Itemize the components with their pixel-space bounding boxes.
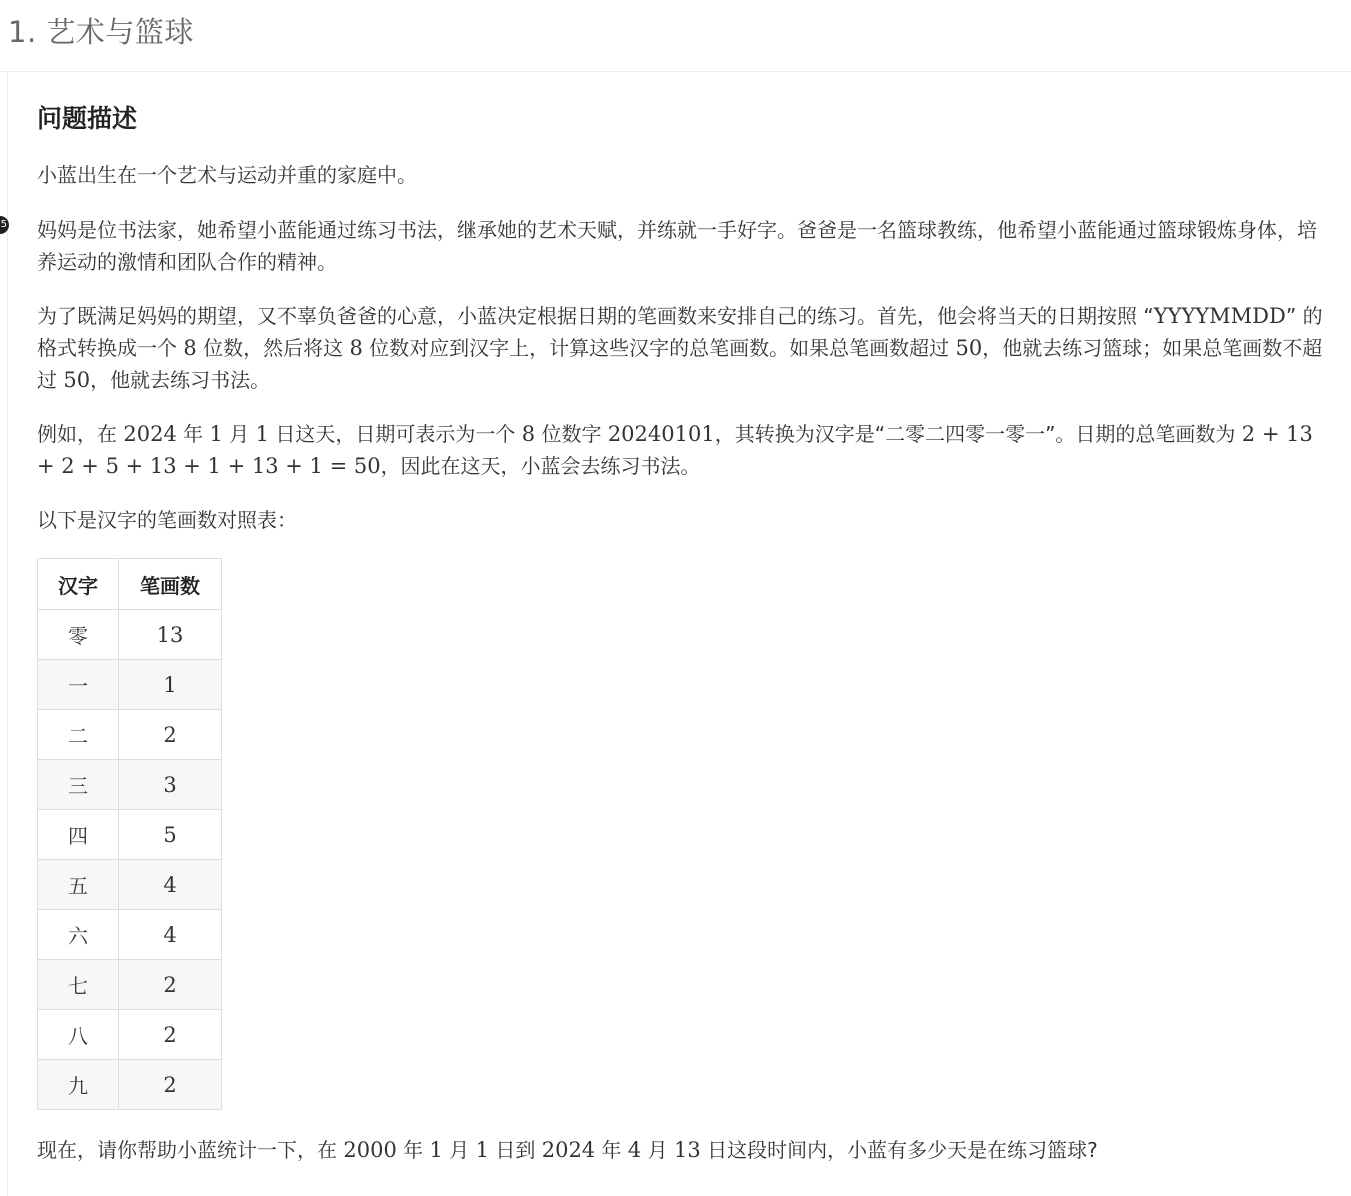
paragraph-parents: 妈妈是位书法家，她希望小蓝能通过练习书法，继承她的艺术天赋，并练就一手好字。爸爸是一名篮球教练，他希望小蓝能通过篮球锻炼身体，培养运动的激情和团队合作的精神。: [37, 218, 1317, 274]
text-span: ，因此在这天，小蓝会去练习书法。: [380, 454, 701, 478]
article-body: [37, 72, 1333, 1166]
table-cell-strokes: 3: [119, 760, 222, 810]
content-left-border: [7, 72, 8, 1196]
side-marker-icon[interactable]: 5: [0, 216, 9, 234]
math-number: 1: [475, 1138, 489, 1162]
math-number: 1: [429, 1138, 443, 1162]
table-cell-strokes: 2: [119, 960, 222, 1010]
table-header-strokes: 笔画数: [119, 559, 222, 610]
text-span: ” 的格式转换成一个: [37, 304, 1323, 360]
text-span: 位数对应到汉字上，计算这些汉字的总笔画数。如果总笔画数超过: [362, 336, 956, 360]
text-span: 年: [176, 422, 210, 446]
table-cell-strokes: 4: [119, 910, 222, 960]
text-span: 日这天，日期可表示为一个: [269, 422, 522, 446]
table-row: [38, 610, 222, 660]
table-cell-strokes: 13: [119, 610, 222, 660]
table-row: [38, 910, 222, 960]
table-row: [38, 860, 222, 910]
table-row: [38, 810, 222, 860]
table-cell-character: 四: [38, 810, 119, 860]
table-cell-character: 五: [38, 860, 119, 910]
paragraph-rule: [37, 300, 1333, 396]
math-number: 50: [955, 336, 983, 360]
table-cell-strokes: 2: [119, 710, 222, 760]
math-number: 8: [349, 336, 363, 360]
table-cell-character: 三: [38, 760, 119, 810]
text-span: 年: [396, 1138, 430, 1162]
text-span: 月: [222, 422, 256, 446]
table-row: [38, 1060, 222, 1110]
table-row: [38, 710, 222, 760]
math-format: YYYYMMDD: [1153, 304, 1286, 328]
table-cell-character: 八: [38, 1010, 119, 1060]
math-number: 13: [673, 1138, 701, 1162]
text-span: 现在，请你帮助小蓝统计一下，在: [37, 1138, 344, 1162]
math-number: 2024: [541, 1138, 596, 1162]
text-span: 位数字: [535, 422, 608, 446]
text-span: ，其转换为汉字是“二零二四零一零一”。日期的总笔画数为: [714, 422, 1242, 446]
text-span: 月: [641, 1138, 674, 1162]
table-row: [38, 1010, 222, 1060]
paragraph-intro: 小蓝出生在一个艺术与运动并重的家庭中。: [37, 163, 417, 187]
math-number: 20240101: [607, 422, 715, 446]
math-number: 1: [255, 422, 269, 446]
section-heading: 问题描述: [37, 104, 138, 133]
table-cell-strokes: 2: [119, 1060, 222, 1110]
text-span: 位数，然后将这: [196, 336, 350, 360]
text-span: 日这段时间内，小蓝有多少天是在练习篮球?: [700, 1138, 1098, 1162]
table-cell-strokes: 2: [119, 1010, 222, 1060]
math-number: 50: [63, 368, 91, 392]
page-header: [0, 0, 1351, 72]
math-number: 1: [209, 422, 223, 446]
page-title: 1. 艺术与篮球: [8, 15, 194, 49]
table-row: [38, 660, 222, 710]
math-number: 2024: [123, 422, 177, 446]
table-header-row: [38, 559, 222, 610]
table-row: [38, 960, 222, 1010]
text-span: 月: [442, 1138, 476, 1162]
paragraph-example: [37, 418, 1333, 482]
table-cell-strokes: 1: [119, 660, 222, 710]
stroke-count-table: [37, 558, 222, 1110]
text-span: 为了既满足妈妈的期望，又不辜负爸爸的心意，小蓝决定根据日期的笔画数来安排自己的练习。首先，他会将当天的日期按照 “: [37, 304, 1154, 328]
table-cell-character: 六: [38, 910, 119, 960]
table-cell-character: 二: [38, 710, 119, 760]
math-number: 2000: [343, 1138, 397, 1162]
math-number: 4: [627, 1138, 642, 1162]
text-span: ，他就去练习篮球；如果总笔画数不超过: [37, 336, 1323, 392]
table-cell-character: 零: [38, 610, 119, 660]
text-span: ，他就去练习书法。: [90, 368, 271, 392]
text-span: 例如，在: [37, 422, 124, 446]
table-cell-character: 七: [38, 960, 119, 1010]
table-header-character: 汉字: [38, 559, 119, 610]
paragraph-table-intro: 以下是汉字的笔画数对照表：: [37, 508, 297, 532]
math-number: 8: [183, 336, 197, 360]
math-number: 8: [521, 422, 536, 446]
table-cell-character: 九: [38, 1060, 119, 1110]
table-cell-strokes: 5: [119, 810, 222, 860]
text-span: 年: [595, 1138, 628, 1162]
table-cell-character: 一: [38, 660, 119, 710]
math-sum: 2 + 13 + 2 + 5 + 13 + 1 + 13 + 1 = 50: [37, 422, 1313, 478]
table-cell-strokes: 4: [119, 860, 222, 910]
paragraph-question: [37, 1134, 1333, 1166]
table-row: [38, 760, 222, 810]
text-span: 日到: [489, 1138, 542, 1162]
